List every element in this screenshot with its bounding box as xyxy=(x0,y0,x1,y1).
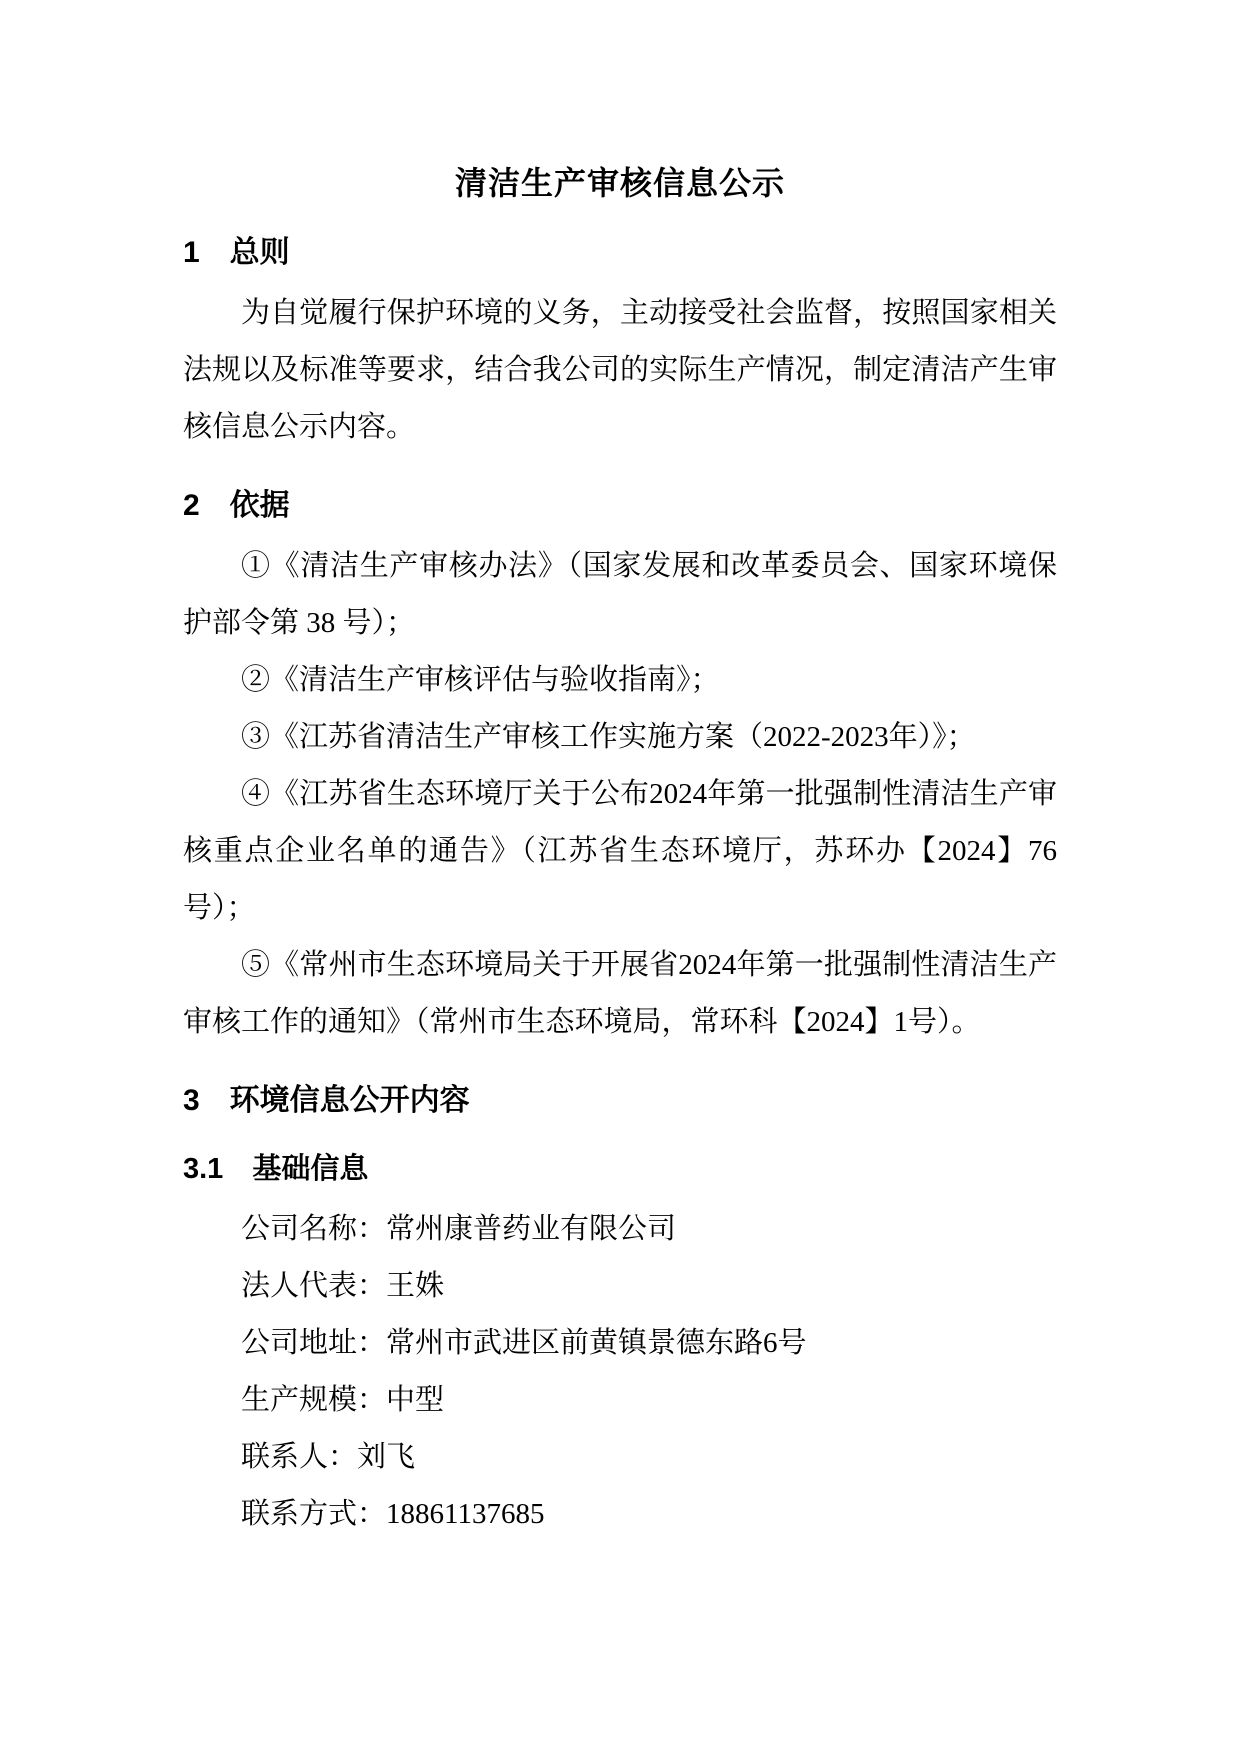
info-field-label: 法人代表： xyxy=(241,1270,387,1302)
section-3-1-heading: 3.1 基础信息 xyxy=(183,1153,369,1185)
section-1-paragraph: 为自觉履行保护环境的义务，主动接受社会监督，按照国家相关法规以及标准等要求，结合我公司的实际生产情况，制定清洁产生审核信息公示内容。 xyxy=(183,297,1057,443)
info-field-value: 王姝 xyxy=(386,1270,445,1302)
section-2-heading: 2 依据 xyxy=(183,489,290,522)
basic-info-list xyxy=(183,1201,1057,1543)
info-field-contact-person xyxy=(183,1429,1057,1486)
info-field-label: 联系人： xyxy=(241,1441,358,1473)
info-field-company-address xyxy=(183,1315,1057,1372)
info-field-label: 公司地址： xyxy=(241,1327,387,1359)
reference-list xyxy=(183,538,1057,1051)
reference-item-4: ④《江苏省生态环境厅关于公布2024年第一批强制性清洁生产审核重点企业名单的通告》（江苏省生态环境厅，苏环办【2024】76号）； xyxy=(183,778,1057,924)
info-field-contact-phone xyxy=(183,1486,1057,1543)
info-field-production-scale xyxy=(183,1372,1057,1429)
info-field-legal-representative xyxy=(183,1258,1057,1315)
section-3-heading: 3 环境信息公开内容 xyxy=(183,1084,470,1117)
info-field-label: 联系方式： xyxy=(241,1498,387,1530)
info-field-label: 公司名称： xyxy=(241,1213,387,1245)
document-title: 清洁生产审核信息公示 xyxy=(454,165,785,201)
info-field-value: 常州市武进区前黄镇景德东路6号 xyxy=(386,1327,807,1359)
reference-item-1: ①《清洁生产审核办法》（国家发展和改革委员会、国家环境保护部令第 38 号）； xyxy=(183,550,1057,639)
reference-item-2: ②《清洁生产审核评估与验收指南》； xyxy=(241,664,720,696)
info-field-value: 刘飞 xyxy=(357,1441,416,1473)
section-1-heading: 1 总则 xyxy=(183,236,290,269)
info-field-label: 生产规模： xyxy=(241,1384,387,1416)
reference-item-3: ③《江苏省清洁生产审核工作实施方案（2022-2023年）》； xyxy=(241,721,976,753)
info-field-company-name xyxy=(183,1201,1057,1258)
info-field-value: 18861137685 xyxy=(386,1498,545,1530)
info-field-value: 中型 xyxy=(386,1384,445,1416)
reference-item-5: ⑤《常州市生态环境局关于开展省2024年第一批强制性清洁生产审核工作的通知》（常州市生态环境局，常环科【2024】1号）。 xyxy=(183,949,1057,1038)
info-field-value: 常州康普药业有限公司 xyxy=(386,1213,677,1245)
